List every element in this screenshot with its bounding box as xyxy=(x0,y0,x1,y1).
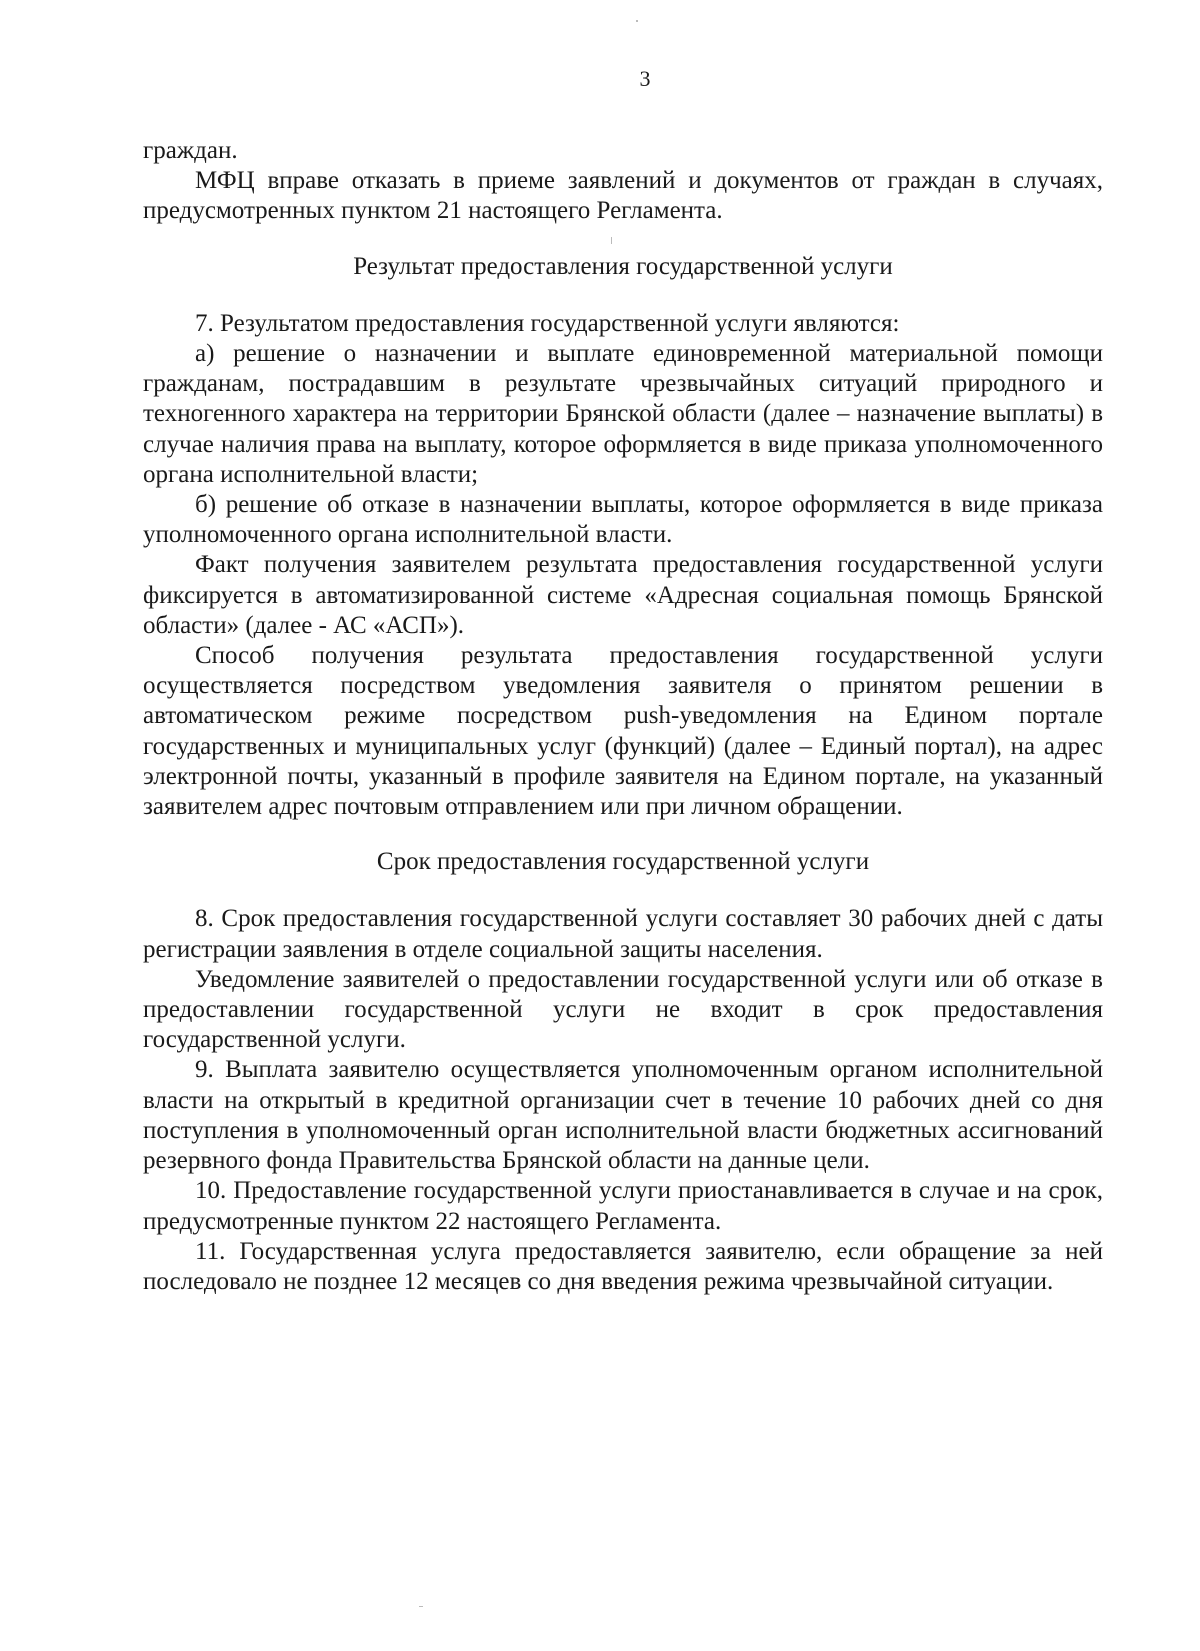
document-body xyxy=(143,136,1103,1297)
paragraph: 8. Срок предоставления государственной услуги составляет 30 рабочих дней с даты регистрации заявления в отделе социальной защиты населения. xyxy=(143,905,1103,963)
section-heading: Срок предоставления государственной услуги xyxy=(376,848,870,876)
paragraph: Факт получения заявителем результата предоставления государственной услуги фиксируется в автоматизированной системе «Адресная социальная помощь Брянской области» (далее - АС «АСП»). xyxy=(143,551,1103,639)
scan-mark xyxy=(636,20,638,22)
paragraph: 11. Государственная услуга предоставляется заявителю, если обращение за ней последовало не позднее 12 месяцев со дня введения режима чрезвычайной ситуации. xyxy=(143,1237,1103,1295)
paragraph: граждан. xyxy=(143,137,238,164)
paragraph: 9. Выплата заявителю осуществляется уполномоченным органом исполнительной власти на открытый в кредитной организации счет в течение 10 рабочих дней со дня поступления в уполномоченный орган исполнительной власти бюджетных ассигнований резервного фонда Правительства Брянской области на данные цели. xyxy=(143,1056,1103,1175)
paragraph: а) решение о назначении и выплате единовременной материальной помощи гражданам, пострадавшим в результате чрезвычайных ситуаций природного и техногенного характера на территории Брянской области (далее – назначение выплаты) в случае наличия права на выплату, которое оформляется в виде приказа уполномоченного органа исполнительной власти; xyxy=(143,340,1103,488)
paragraph: Способ получения результата предоставления государственной услуги осуществляется посредством уведомления заявителя о принятом решении в автоматическом режиме посредством push-уведомления на Едином портале государственных и муниципальных услуг (функций) (далее – Единый портал), на адрес электронной почты, указанный в профиле заявителя на Едином портале, на указанный заявителем адрес почтовым отправлением или при личном обращении. xyxy=(143,642,1103,821)
section-heading: Результат предоставления государственной услуги xyxy=(353,252,893,280)
paragraph: б) решение об отказе в назначении выплаты, которое оформляется в виде приказа уполномоченного органа исполнительной власти. xyxy=(143,491,1103,549)
paragraph: 7. Результатом предоставления государственной услуги являются: xyxy=(195,309,900,337)
page-number: 3 xyxy=(639,66,651,91)
paragraph: 10. Предоставление государственной услуги приостанавливается в случае и на срок, предусмотренные пунктом 22 настоящего Регламента. xyxy=(143,1177,1103,1235)
scan-mark xyxy=(419,1606,423,1607)
paragraph: МФЦ вправе отказать в приеме заявлений и документов от граждан в случаях, предусмотренных пунктом 21 настоящего Регламента. xyxy=(143,167,1103,225)
paragraph: Уведомление заявителей о предоставлении государственной услуги или об отказе в предоставлении государственной услуги не входит в срок предоставления государственной услуги. xyxy=(143,965,1103,1054)
